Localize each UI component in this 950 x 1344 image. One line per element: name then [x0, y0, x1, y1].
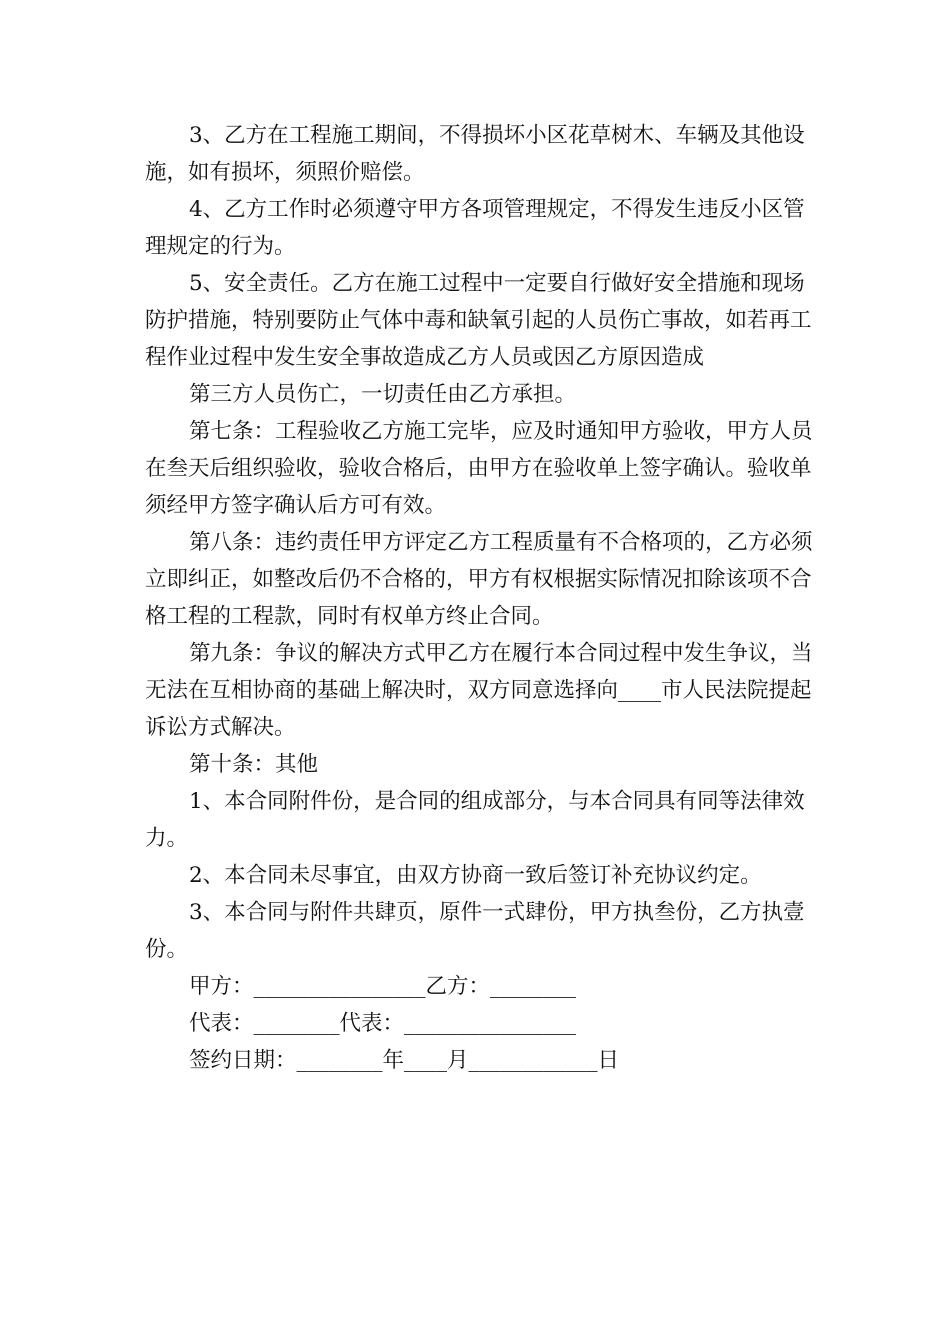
- article-10-item-3: 3、本合同与附件共肆页，原件一式肆份，甲方执叁份，乙方执壹份。: [145, 900, 805, 962]
- contract-body: [145, 117, 825, 1079]
- article-7-acceptance: 第七条：工程验收乙方施工完毕，应及时通知甲方验收，甲方人员在叁天后组织验收，验收合格后，由甲方在验收单上签字确认。验收单须经甲方签字确认后方可有效。: [145, 419, 813, 518]
- article-10-item-2: 2、本合同未尽事宜，由双方协商一致后签订补充协议约定。: [189, 863, 762, 888]
- clause-5-safety: 5、安全责任。乙方在施工过程中一定要自行做好安全措施和现场防护措施，特别要防止气体中毒和缺氧引起的人员伤亡事故，如若再工程作业过程中发生安全事故造成乙方人员或因乙方原因造成: [145, 271, 812, 370]
- article-10-heading: 第十条：其他: [189, 752, 319, 777]
- clause-3-damage: 3、乙方在工程施工期间，不得损坏小区花草树木、车辆及其他设施，如有损坏，须照价赔偿。: [145, 123, 805, 185]
- signature-date: 签约日期：________年____月____________日: [189, 1048, 620, 1073]
- clause-5-safety-continued: 第三方人员伤亡，一切责任由乙方承担。: [189, 382, 577, 407]
- clause-4-rules: 4、乙方工作时必须遵守甲方各项管理规定，不得发生违反小区管理规定的行为。: [145, 197, 805, 259]
- signature-parties: 甲方：________________乙方：________: [189, 974, 577, 999]
- article-10-item-1: 1、本合同附件份，是合同的组成部分，与本合同具有同等法律效力。: [145, 789, 805, 851]
- article-8-liability: 第八条：违约责任甲方评定乙方工程质量有不合格项的，乙方必须立即纠正，如整改后仍不合格的，甲方有权根据实际情况扣除该项不合格工程的工程款，同时有权单方终止合同。: [145, 530, 813, 629]
- article-9-dispute: 第九条：争议的解决方式甲乙方在履行本合同过程中发生争议，当无法在互相协商的基础上解决时，双方同意选择向____市人民法院提起诉讼方式解决。: [145, 641, 813, 740]
- signature-representatives: 代表：________代表：________________: [189, 1011, 577, 1036]
